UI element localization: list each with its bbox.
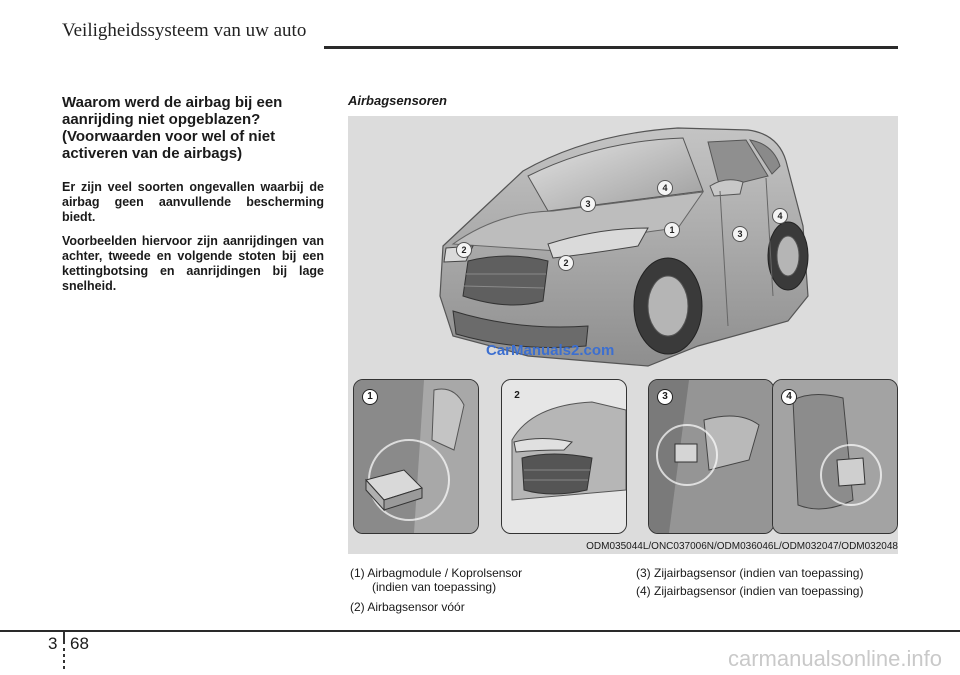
- chapter-number: 3: [48, 634, 58, 653]
- sensor-badge-2-right: 2: [558, 255, 574, 271]
- legend-item-2: [350, 600, 465, 614]
- legend-item-1-label: (1) Airbagmodule / Koprolsensor: [350, 566, 523, 580]
- legend-item-3-label: (3) Zijairbagsensor (indien van toepassing): [636, 566, 864, 580]
- page-separator: [63, 632, 65, 644]
- site-watermark: carmanualsonline.info: [727, 646, 942, 671]
- sensor-badge-3-door: 3: [732, 226, 748, 242]
- inset-number-4: 4: [781, 389, 797, 405]
- front-view-illustration: [502, 380, 626, 533]
- header-rule-gap: [62, 41, 324, 49]
- section-heading: Waarom werd de airbag bij een aanrijding niet opgeblazen? (Voorwaarden voor wel of niet activeren van de airbags): [62, 94, 283, 162]
- sensor-badge-3-pillar: 3: [580, 196, 596, 212]
- figure-reference-codes: ODM035044L/ONC037006N/ODM036046L/ODM032047/ODM032048: [586, 541, 898, 552]
- footer-rule: [0, 630, 960, 632]
- inset-front-sensor: [501, 379, 627, 534]
- sensor-badge-4-rear: 4: [772, 208, 788, 224]
- sensor-badge-4-roof: 4: [657, 180, 673, 196]
- inset-number-1: 1: [362, 389, 378, 405]
- figure-caption: Airbagsensoren: [348, 93, 447, 108]
- figure-watermark: CarManuals2.com: [486, 342, 615, 359]
- legend-item-4-label: (4) Zijairbagsensor (indien van toepassing): [636, 584, 864, 598]
- inset-number-2: 2: [514, 390, 520, 401]
- inset-number-3: 3: [657, 389, 673, 405]
- legend-item-1: [350, 566, 522, 594]
- legend-item-4: [636, 584, 863, 598]
- inset-airbag-module: [353, 379, 479, 534]
- running-header: Veiligheidssysteem van uw auto: [62, 20, 307, 41]
- legend-item-1-sub: (indien van toepassing): [372, 580, 497, 594]
- legend-item-2-label: (2) Airbagsensor vóór: [350, 600, 465, 614]
- sensor-badge-1-center: 1: [664, 222, 680, 238]
- sensor-badge-2-left: 2: [456, 242, 472, 258]
- page-separator-dashes: [63, 648, 65, 672]
- inset-side-sensor-seat: [772, 379, 898, 534]
- paragraph-1: Er zijn veel soorten ongevallen waarbij de airbag geen aanvullende bescherming biedt.: [62, 180, 324, 224]
- legend-item-3: [636, 566, 863, 580]
- paragraph-2: Voorbeelden hiervoor zijn aanrijdingen van achter, tweede en volgende stoten bij een kettingbotsing en aanrijdingen bij lage snelheid.: [62, 234, 324, 293]
- inset-side-sensor-door: [648, 379, 774, 534]
- page-number: 68: [70, 634, 89, 653]
